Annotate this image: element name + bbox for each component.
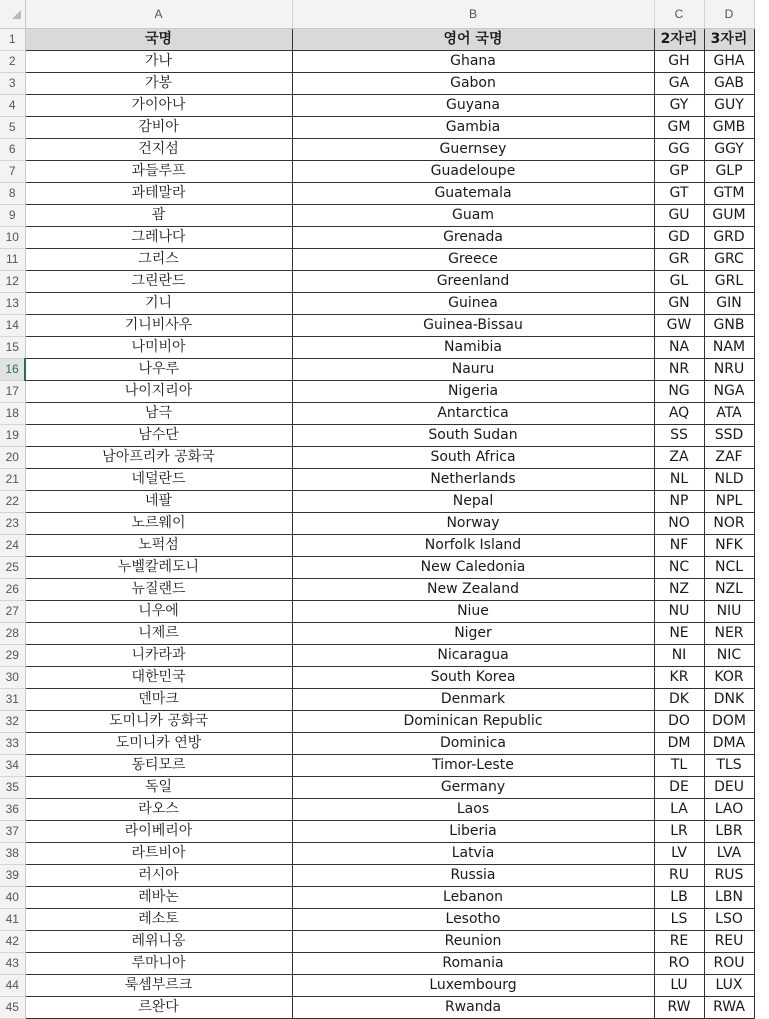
cell-code2[interactable]: TL	[654, 755, 704, 777]
cell-code2[interactable]: LS	[654, 909, 704, 931]
cell-korean-name[interactable]: 니카라과	[25, 645, 292, 667]
cell-english-name[interactable]: South Sudan	[292, 425, 654, 447]
header-cell-code2[interactable]: 2자리	[654, 29, 704, 51]
cell-code2[interactable]: NE	[654, 623, 704, 645]
cell-code2[interactable]: LB	[654, 887, 704, 909]
row-header[interactable]: 32	[0, 711, 25, 733]
table-row	[0, 623, 754, 645]
cell-code3[interactable]: GMB	[704, 117, 754, 139]
cell-english-name[interactable]: Guadeloupe	[292, 161, 654, 183]
cell-code2[interactable]: LR	[654, 821, 704, 843]
cell-korean-name[interactable]: 노퍽섬	[25, 535, 292, 557]
row-header[interactable]: 29	[0, 645, 25, 667]
cell-code3[interactable]: NIC	[704, 645, 754, 667]
cell-english-name[interactable]: Dominican Republic	[292, 711, 654, 733]
cell-english-name[interactable]: Guernsey	[292, 139, 654, 161]
cell-code2[interactable]: RO	[654, 953, 704, 975]
table-row	[0, 271, 754, 293]
row-header[interactable]: 1	[0, 29, 25, 51]
cell-korean-name[interactable]: 니우에	[25, 601, 292, 623]
row-header[interactable]: 37	[0, 821, 25, 843]
table-row	[0, 227, 754, 249]
cell-code2[interactable]: NR	[654, 359, 704, 381]
table-row	[0, 359, 754, 381]
table-row	[0, 337, 754, 359]
cell-korean-name[interactable]: 나이지리아	[25, 381, 292, 403]
cell-code2[interactable]: SS	[654, 425, 704, 447]
row-header[interactable]: 40	[0, 887, 25, 909]
cell-english-name[interactable]: Guinea-Bissau	[292, 315, 654, 337]
select-all-corner[interactable]	[0, 0, 25, 29]
cell-code3[interactable]: NGA	[704, 381, 754, 403]
table-row	[0, 645, 754, 667]
row-header[interactable]: 16	[0, 359, 25, 381]
cell-korean-name[interactable]: 기니	[25, 293, 292, 315]
cell-code3[interactable]: DOM	[704, 711, 754, 733]
cell-english-name[interactable]: Lebanon	[292, 887, 654, 909]
cell-english-name[interactable]: Denmark	[292, 689, 654, 711]
cell-korean-name[interactable]: 라오스	[25, 799, 292, 821]
cell-code3[interactable]: NFK	[704, 535, 754, 557]
cell-code2[interactable]: NL	[654, 469, 704, 491]
row-header[interactable]: 42	[0, 931, 25, 953]
cell-code2[interactable]: GH	[654, 51, 704, 73]
cell-code3[interactable]: NAM	[704, 337, 754, 359]
row-header[interactable]: 45	[0, 997, 25, 1019]
cell-code3[interactable]: LVA	[704, 843, 754, 865]
row-header[interactable]: 28	[0, 623, 25, 645]
cell-code2[interactable]: DO	[654, 711, 704, 733]
cell-code3[interactable]: GRD	[704, 227, 754, 249]
cell-code2[interactable]: KR	[654, 667, 704, 689]
cell-english-name[interactable]: Grenada	[292, 227, 654, 249]
cell-english-name[interactable]: Guinea	[292, 293, 654, 315]
cell-korean-name[interactable]: 레바논	[25, 887, 292, 909]
cell-korean-name[interactable]: 가봉	[25, 73, 292, 95]
table-row	[0, 931, 754, 953]
cell-code3[interactable]: LBN	[704, 887, 754, 909]
cell-code3[interactable]: LSO	[704, 909, 754, 931]
cell-korean-name[interactable]: 도미니카 공화국	[25, 711, 292, 733]
cell-code2[interactable]: LV	[654, 843, 704, 865]
row-header[interactable]: 15	[0, 337, 25, 359]
row-header[interactable]: 8	[0, 183, 25, 205]
row-header[interactable]: 10	[0, 227, 25, 249]
cell-korean-name[interactable]: 남아프리카 공화국	[25, 447, 292, 469]
table-row	[0, 997, 754, 1019]
table-header-row	[0, 29, 754, 51]
cell-code2[interactable]: AQ	[654, 403, 704, 425]
table-row	[0, 579, 754, 601]
cell-code2[interactable]: RU	[654, 865, 704, 887]
row-header[interactable]: 27	[0, 601, 25, 623]
row-header[interactable]: 24	[0, 535, 25, 557]
cell-korean-name[interactable]: 루마니아	[25, 953, 292, 975]
cell-korean-name[interactable]: 덴마크	[25, 689, 292, 711]
row-header[interactable]: 30	[0, 667, 25, 689]
cell-english-name[interactable]: Guam	[292, 205, 654, 227]
cell-code3[interactable]: GTM	[704, 183, 754, 205]
table-row	[0, 161, 754, 183]
row-header[interactable]: 31	[0, 689, 25, 711]
cell-code3[interactable]: GLP	[704, 161, 754, 183]
cell-code2[interactable]: DE	[654, 777, 704, 799]
cell-code2[interactable]: GD	[654, 227, 704, 249]
cell-code3[interactable]: GUM	[704, 205, 754, 227]
cell-code3[interactable]: RWA	[704, 997, 754, 1019]
cell-english-name[interactable]: Lesotho	[292, 909, 654, 931]
table-row	[0, 425, 754, 447]
cell-code2[interactable]: GL	[654, 271, 704, 293]
row-header[interactable]: 44	[0, 975, 25, 997]
cell-korean-name[interactable]: 누벨칼레도니	[25, 557, 292, 579]
row-header[interactable]: 17	[0, 381, 25, 403]
row-header[interactable]: 5	[0, 117, 25, 139]
column-header-d[interactable]: D	[704, 0, 754, 29]
cell-english-name[interactable]: Luxembourg	[292, 975, 654, 997]
table-row	[0, 315, 754, 337]
cell-english-name[interactable]: New Zealand	[292, 579, 654, 601]
table-row	[0, 667, 754, 689]
table-row	[0, 909, 754, 931]
cell-code3[interactable]: GGY	[704, 139, 754, 161]
cell-code2[interactable]: GR	[654, 249, 704, 271]
cell-english-name[interactable]: Guyana	[292, 95, 654, 117]
table-row	[0, 491, 754, 513]
cell-korean-name[interactable]: 과테말라	[25, 183, 292, 205]
cell-korean-name[interactable]: 나우루	[25, 359, 292, 381]
row-header[interactable]: 13	[0, 293, 25, 315]
row-header[interactable]: 12	[0, 271, 25, 293]
cell-code2[interactable]: GP	[654, 161, 704, 183]
cell-english-name[interactable]: Gabon	[292, 73, 654, 95]
table-row	[0, 799, 754, 821]
cell-code3[interactable]: LBR	[704, 821, 754, 843]
cell-english-name[interactable]: Greece	[292, 249, 654, 271]
cell-english-name[interactable]: Ghana	[292, 51, 654, 73]
cell-code2[interactable]: GT	[654, 183, 704, 205]
row-header[interactable]: 20	[0, 447, 25, 469]
row-header[interactable]: 22	[0, 491, 25, 513]
table-row	[0, 403, 754, 425]
cell-korean-name[interactable]: 동티모르	[25, 755, 292, 777]
row-header[interactable]: 43	[0, 953, 25, 975]
cell-code3[interactable]: NRU	[704, 359, 754, 381]
cell-english-name[interactable]: Latvia	[292, 843, 654, 865]
header-cell-code3[interactable]: 3자리	[704, 29, 754, 51]
cell-code3[interactable]: GRL	[704, 271, 754, 293]
table-row	[0, 205, 754, 227]
cell-english-name[interactable]: Liberia	[292, 821, 654, 843]
cell-korean-name[interactable]: 레소토	[25, 909, 292, 931]
cell-korean-name[interactable]: 그레나다	[25, 227, 292, 249]
cell-code3[interactable]: GNB	[704, 315, 754, 337]
row-header[interactable]: 25	[0, 557, 25, 579]
cell-english-name[interactable]: Antarctica	[292, 403, 654, 425]
row-header[interactable]: 34	[0, 755, 25, 777]
cell-english-name[interactable]: Russia	[292, 865, 654, 887]
cell-code2[interactable]: GW	[654, 315, 704, 337]
header-cell-korean-name[interactable]: 국명	[25, 29, 292, 51]
cell-code2[interactable]: NO	[654, 513, 704, 535]
row-header[interactable]: 7	[0, 161, 25, 183]
cell-korean-name[interactable]: 남극	[25, 403, 292, 425]
cell-english-name[interactable]: Niue	[292, 601, 654, 623]
cell-english-name[interactable]: Timor-Leste	[292, 755, 654, 777]
cell-english-name[interactable]: Dominica	[292, 733, 654, 755]
cell-code3[interactable]: GAB	[704, 73, 754, 95]
row-header[interactable]: 18	[0, 403, 25, 425]
cell-code3[interactable]: DMA	[704, 733, 754, 755]
column-header-b[interactable]: B	[292, 0, 654, 29]
table-row	[0, 139, 754, 161]
table-row	[0, 557, 754, 579]
table-row	[0, 447, 754, 469]
cell-english-name[interactable]: Nicaragua	[292, 645, 654, 667]
cell-korean-name[interactable]: 감비아	[25, 117, 292, 139]
cell-code2[interactable]: NP	[654, 491, 704, 513]
cell-korean-name[interactable]: 레위니옹	[25, 931, 292, 953]
cell-korean-name[interactable]: 니제르	[25, 623, 292, 645]
cell-korean-name[interactable]: 도미니카 연방	[25, 733, 292, 755]
table-row	[0, 733, 754, 755]
cell-korean-name[interactable]: 가이아나	[25, 95, 292, 117]
cell-code3[interactable]: DEU	[704, 777, 754, 799]
cell-code2[interactable]: DK	[654, 689, 704, 711]
cell-code2[interactable]: NC	[654, 557, 704, 579]
cell-code3[interactable]: SSD	[704, 425, 754, 447]
row-header[interactable]: 14	[0, 315, 25, 337]
cell-korean-name[interactable]: 남수단	[25, 425, 292, 447]
cell-korean-name[interactable]: 라이베리아	[25, 821, 292, 843]
cell-korean-name[interactable]: 뉴질랜드	[25, 579, 292, 601]
row-header[interactable]: 38	[0, 843, 25, 865]
table-row	[0, 843, 754, 865]
cell-code2[interactable]: GY	[654, 95, 704, 117]
cell-code3[interactable]: GIN	[704, 293, 754, 315]
cell-code3[interactable]: ATA	[704, 403, 754, 425]
row-header[interactable]: 2	[0, 51, 25, 73]
cell-code2[interactable]: NI	[654, 645, 704, 667]
cell-code3[interactable]: NER	[704, 623, 754, 645]
row-header[interactable]: 26	[0, 579, 25, 601]
table-row	[0, 865, 754, 887]
row-header[interactable]: 11	[0, 249, 25, 271]
table-row	[0, 183, 754, 205]
cell-code3[interactable]: NZL	[704, 579, 754, 601]
cell-english-name[interactable]: Netherlands	[292, 469, 654, 491]
cell-korean-name[interactable]: 룩셈부르크	[25, 975, 292, 997]
cell-code2[interactable]: GN	[654, 293, 704, 315]
cell-code3[interactable]: LUX	[704, 975, 754, 997]
table-row	[0, 755, 754, 777]
cell-english-name[interactable]: Norfolk Island	[292, 535, 654, 557]
cell-korean-name[interactable]: 대한민국	[25, 667, 292, 689]
cell-korean-name[interactable]: 괌	[25, 205, 292, 227]
cell-code3[interactable]: REU	[704, 931, 754, 953]
cell-english-name[interactable]: Gambia	[292, 117, 654, 139]
cell-korean-name[interactable]: 건지섬	[25, 139, 292, 161]
cell-code3[interactable]: LAO	[704, 799, 754, 821]
cell-korean-name[interactable]: 가나	[25, 51, 292, 73]
cell-korean-name[interactable]: 과들루프	[25, 161, 292, 183]
cell-code3[interactable]: GUY	[704, 95, 754, 117]
column-header-a[interactable]: A	[25, 0, 292, 29]
cell-english-name[interactable]: Reunion	[292, 931, 654, 953]
table-row	[0, 293, 754, 315]
row-header[interactable]: 41	[0, 909, 25, 931]
column-header-c[interactable]: C	[654, 0, 704, 29]
cell-korean-name[interactable]: 라트비아	[25, 843, 292, 865]
cell-code2[interactable]: ZA	[654, 447, 704, 469]
cell-english-name[interactable]: Guatemala	[292, 183, 654, 205]
row-header[interactable]: 36	[0, 799, 25, 821]
cell-code3[interactable]: GRC	[704, 249, 754, 271]
table-row	[0, 117, 754, 139]
cell-code2[interactable]: RW	[654, 997, 704, 1019]
header-cell-english-name[interactable]: 영어 국명	[292, 29, 654, 51]
table-row	[0, 821, 754, 843]
table-row	[0, 975, 754, 997]
row-header[interactable]: 19	[0, 425, 25, 447]
cell-code2[interactable]: GU	[654, 205, 704, 227]
cell-code3[interactable]: NLD	[704, 469, 754, 491]
cell-english-name[interactable]: Nigeria	[292, 381, 654, 403]
cell-english-name[interactable]: Greenland	[292, 271, 654, 293]
cell-code2[interactable]: GM	[654, 117, 704, 139]
row-header[interactable]: 33	[0, 733, 25, 755]
row-header[interactable]: 35	[0, 777, 25, 799]
cell-english-name[interactable]: Rwanda	[292, 997, 654, 1019]
row-header[interactable]: 6	[0, 139, 25, 161]
cell-english-name[interactable]: Germany	[292, 777, 654, 799]
cell-code3[interactable]: NPL	[704, 491, 754, 513]
cell-code2[interactable]: LU	[654, 975, 704, 997]
cell-code2[interactable]: LA	[654, 799, 704, 821]
row-header[interactable]: 21	[0, 469, 25, 491]
cell-code2[interactable]: NG	[654, 381, 704, 403]
row-header[interactable]: 39	[0, 865, 25, 887]
cell-code3[interactable]: NIU	[704, 601, 754, 623]
row-header[interactable]: 3	[0, 73, 25, 95]
cell-korean-name[interactable]: 네팔	[25, 491, 292, 513]
table-row	[0, 249, 754, 271]
cell-code2[interactable]: NF	[654, 535, 704, 557]
cell-english-name[interactable]: Laos	[292, 799, 654, 821]
cell-code2[interactable]: GG	[654, 139, 704, 161]
table-row	[0, 887, 754, 909]
cell-korean-name[interactable]: 그리스	[25, 249, 292, 271]
cell-code3[interactable]: RUS	[704, 865, 754, 887]
table-row	[0, 953, 754, 975]
cell-code3[interactable]: KOR	[704, 667, 754, 689]
cell-english-name[interactable]: Nauru	[292, 359, 654, 381]
cell-korean-name[interactable]: 나미비아	[25, 337, 292, 359]
table-row	[0, 601, 754, 623]
cell-korean-name[interactable]: 네덜란드	[25, 469, 292, 491]
row-header[interactable]: 4	[0, 95, 25, 117]
table-row	[0, 513, 754, 535]
cell-english-name[interactable]: South Korea	[292, 667, 654, 689]
cell-code2[interactable]: RE	[654, 931, 704, 953]
column-header-row	[0, 0, 754, 29]
cell-english-name[interactable]: Niger	[292, 623, 654, 645]
cell-code2[interactable]: NZ	[654, 579, 704, 601]
table-row	[0, 689, 754, 711]
cell-code3[interactable]: ZAF	[704, 447, 754, 469]
cell-korean-name[interactable]: 러시아	[25, 865, 292, 887]
cell-korean-name[interactable]: 르완다	[25, 997, 292, 1019]
cell-code3[interactable]: GHA	[704, 51, 754, 73]
cell-code3[interactable]: NOR	[704, 513, 754, 535]
cell-code3[interactable]: TLS	[704, 755, 754, 777]
cell-english-name[interactable]: Nepal	[292, 491, 654, 513]
select-all-icon	[12, 10, 21, 19]
cell-code2[interactable]: GA	[654, 73, 704, 95]
table-row	[0, 381, 754, 403]
cell-code2[interactable]: NA	[654, 337, 704, 359]
row-header[interactable]: 9	[0, 205, 25, 227]
table-row	[0, 469, 754, 491]
cell-english-name[interactable]: South Africa	[292, 447, 654, 469]
cell-english-name[interactable]: Norway	[292, 513, 654, 535]
row-header[interactable]: 23	[0, 513, 25, 535]
table-row	[0, 51, 754, 73]
table-row	[0, 535, 754, 557]
table-row	[0, 777, 754, 799]
cell-english-name[interactable]: Namibia	[292, 337, 654, 359]
cell-korean-name[interactable]: 그린란드	[25, 271, 292, 293]
cell-code2[interactable]: DM	[654, 733, 704, 755]
cell-korean-name[interactable]: 독일	[25, 777, 292, 799]
table-row	[0, 95, 754, 117]
cell-korean-name[interactable]: 노르웨이	[25, 513, 292, 535]
table-row	[0, 711, 754, 733]
cell-code3[interactable]: DNK	[704, 689, 754, 711]
cell-code3[interactable]: ROU	[704, 953, 754, 975]
cell-english-name[interactable]: New Caledonia	[292, 557, 654, 579]
table-row	[0, 73, 754, 95]
cell-korean-name[interactable]: 기니비사우	[25, 315, 292, 337]
cell-code2[interactable]: NU	[654, 601, 704, 623]
cell-code3[interactable]: NCL	[704, 557, 754, 579]
cell-english-name[interactable]: Romania	[292, 953, 654, 975]
